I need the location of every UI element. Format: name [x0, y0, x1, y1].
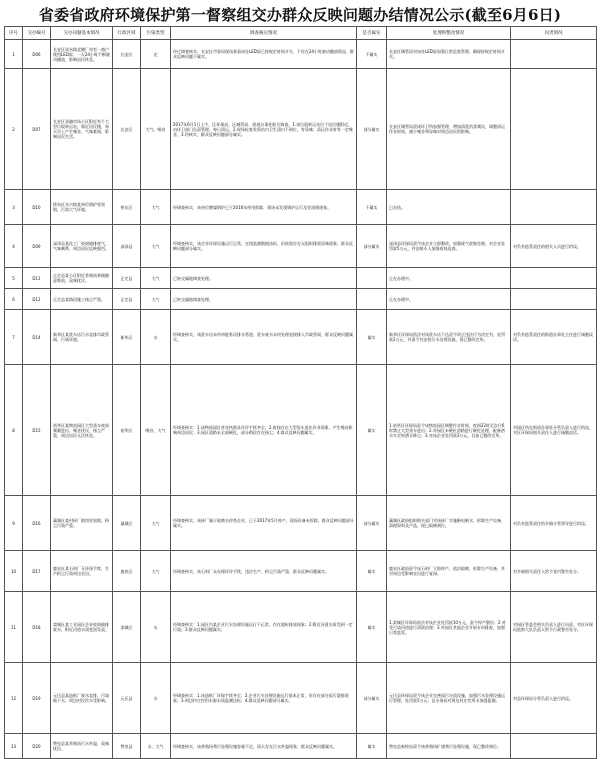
cell-issue: 鹿泉区某石料厂无环保手续，生产粉尘污染周边农田。 — [51, 551, 113, 592]
cell-region: 元氏县 — [113, 663, 141, 734]
cell-issue: 长安区周水路北侧厂房有一商户使用LED屏，一天24小时不断滚动播放，影响居民休息。 — [51, 40, 113, 69]
table-row — [5, 592, 597, 663]
cell-code: D20 — [23, 734, 51, 759]
cell-no: 6 — [5, 289, 23, 310]
cell-fix: 新华区环保局依法对该洗车店下达责令改正违法行为决定书，处罚款2万元，并责令其安装污水处理设施，现已整改完毕。 — [387, 310, 511, 365]
cell-issue: 藁城区某村砖厂烟囱冒黑烟，粉尘污染严重。 — [51, 496, 113, 551]
cell-account — [511, 268, 597, 289]
cell-no: 13 — [5, 734, 23, 759]
cell-code: D12 — [23, 289, 51, 310]
header-region: 行政区域 — [113, 27, 141, 40]
cell-no: 8 — [5, 365, 23, 496]
table-row — [5, 551, 597, 592]
table-row — [5, 663, 597, 734]
cell-region: 鹿泉区 — [113, 551, 141, 592]
table-row — [5, 289, 597, 310]
cell-no: 3 — [5, 190, 23, 225]
table-row — [5, 496, 597, 551]
cell-issue: 桥东区东兴路某单位锅炉冒黑烟，污染大气环境。 — [51, 190, 113, 225]
cell-real: 属实 — [357, 734, 387, 759]
cell-check: 经调查核实，该单位燃煤锅炉已于2016年停用拆除，现场未发现锅炉运行及冒黑烟现象。 — [171, 190, 357, 225]
cell-check: 经过调查核实，长安区市容局现场查看该处LED屏已按规定时间开关，不存在24小时滚动播放情况，群众反映问题不属实。 — [171, 40, 357, 69]
cell-type: 水、大气 — [141, 734, 171, 759]
table-row — [5, 734, 597, 759]
cell-type: 大气 — [141, 289, 171, 310]
header-account: 问责情况 — [511, 27, 597, 40]
cell-check: 经调查核实：1.园区内某企业污水处理设施运行不正常，存在超标排放现象；2.附近河道水质受到一定污染；3.群众反映问题属实。 — [171, 592, 357, 663]
table-row — [5, 190, 597, 225]
header-fix: 处理和整改情况 — [387, 27, 511, 40]
cell-no: 2 — [5, 69, 23, 190]
cell-issue: 深泽县某化工厂夜间偷排废气，气味刺鼻，周边居民反映强烈。 — [51, 225, 113, 268]
cell-check: 已转交属地调查处理。 — [171, 289, 357, 310]
cell-type: 水 — [141, 663, 171, 734]
cell-fix: 深泽县环保局责令该企业立即整改，加强废气收集处理，对企业处罚款5万元，并安排专人加强夜间巡查。 — [387, 225, 511, 268]
cell-issue: 栾城区某工业园区企业夜间偷排废水，附近河道水质变黑发臭。 — [51, 592, 113, 663]
cell-fix: 正在办理中。 — [387, 268, 511, 289]
cell-account: 对负有监管责任的街道办事处主任进行诫勉谈话。 — [511, 310, 597, 365]
cell-region: 长安区 — [113, 40, 141, 69]
cell-type: 大气、噪音 — [141, 69, 171, 190]
cell-region: 栾城区 — [113, 592, 141, 663]
header-code: 交办编号 — [23, 27, 51, 40]
cell-account — [511, 69, 597, 190]
cell-no: 4 — [5, 225, 23, 268]
cell-fix: 长安区城管局对该处LED屏加强日常巡查管理，确保按规定时间开关。 — [387, 40, 511, 69]
cell-fix: 长安区城管局责成环卫所加强管理，增加清洗消杀频次，调整清运作业时间，减少噪音和异味对周边居民的影响。 — [387, 69, 511, 190]
cell-code: D15 — [23, 365, 51, 496]
table-row — [5, 69, 597, 190]
cell-no: 12 — [5, 663, 23, 734]
cell-real: 不属实 — [357, 40, 387, 69]
cell-real — [357, 268, 387, 289]
cell-no: 7 — [5, 310, 23, 365]
cell-account: 对负有监管责任的相关人员进行约谈。 — [511, 225, 597, 268]
cell-type: 大气 — [141, 190, 171, 225]
cell-issue: 正定县某路段施工扬尘严重。 — [51, 289, 113, 310]
cell-no: 5 — [5, 268, 23, 289]
cell-code: D11 — [23, 268, 51, 289]
cell-account: 对乡镇相关责任人给予党内警告处分。 — [511, 551, 597, 592]
cell-code: D16 — [23, 496, 51, 551]
cell-real: 部分属实 — [357, 496, 387, 551]
table-row — [5, 310, 597, 365]
cell-real: 部分属实 — [357, 663, 387, 734]
cell-real: 属实 — [357, 310, 387, 365]
table-row — [5, 268, 597, 289]
cell-issue: 长安区金融市场小区附近有个大型垃圾转运站，靠近居民楼，每天早上产生噪音，气味难闻，影响居民生活。 — [51, 69, 113, 190]
cell-real: 部分属实 — [357, 69, 387, 190]
cell-account: 对园区所在街道办事处分管负责人进行约谈，对区环保局相关责任人进行诫勉谈话。 — [511, 365, 597, 496]
header-issue: 交办问题基本情况 — [51, 27, 113, 40]
cell-fix: 已办结。 — [387, 190, 511, 225]
cell-real: 不属实 — [357, 190, 387, 225]
cell-fix: 鹿泉区政府责令该石料厂立即停产，依法取缔，拆除生产设备，并对周边受影响农田进行复绿。 — [387, 551, 511, 592]
table-row — [5, 365, 597, 496]
cell-fix: 1.裕华区环保局责令该物流园区调整作业时间，夜间22时至次日6时禁止大型货车进出；2.对园区未硬化道路进行硬化处理，配备洒水车定时洒水降尘；3.对该企业处罚款3万元。目前已整改完毕。 — [387, 365, 511, 496]
cell-check: 经调查核实：1.该造纸厂环保手续齐全；2.企业污水处理设施运行基本正常，但存在部分雨污混排现象；3.周边村庄饮用水源水质监测达标；4.群众反映问题部分属实。 — [171, 663, 357, 734]
cell-account — [511, 40, 597, 69]
page-title: 省委省政府环境保护第一督察组交办群众反映问题办结情况公示(截至6月6日) — [38, 6, 562, 24]
cell-check: 已转交属地调查处理。 — [171, 268, 357, 289]
cell-fix: 元氏县环保局责令该企业完善雨污分流设施，加强污水处理设施运行管理，处罚款5万元；县水务局对周边村庄饮用水加强监测。 — [387, 663, 511, 734]
cell-issue: 新华区某洗车店污水直排市政管网，污染环境。 — [51, 310, 113, 365]
cell-region: 正定县 — [113, 289, 141, 310]
header-check: 调查核实情况 — [171, 27, 357, 40]
cell-type: 噪音、大气 — [141, 365, 171, 496]
cell-fix: 正在办理中。 — [387, 289, 511, 310]
cell-fix: 1.栾城区环保局依法对该企业处罚款10万元，责令停产整治；2.对受污染河道进行清淤治理；3.对园区其他企业开展专项排查，加强日常监管。 — [387, 592, 511, 663]
cell-code: D17 — [23, 551, 51, 592]
cell-type: 大气 — [141, 496, 171, 551]
cell-type: 大气 — [141, 551, 171, 592]
cell-code: D06 — [23, 40, 51, 69]
cell-no: 10 — [5, 551, 23, 592]
cell-account: 对园区管委会相关负责人进行问责，对区环保局监察大队负责人给予行政警告处分。 — [511, 592, 597, 663]
cell-real: 属实 — [357, 365, 387, 496]
table-header — [5, 27, 597, 40]
cell-issue: 裕华区某物流园区大型货车夜间频繁进出，噪音扰民，扬尘严重，周边居民无法休息。 — [51, 365, 113, 496]
cell-account: 对负有监管责任的乡镇分管领导进行约谈。 — [511, 496, 597, 551]
table-row — [5, 225, 597, 268]
cell-check: 经调查核实，该洗车店未经审批私设排水管道，洗车废水未经处理直接排入市政管网，群众反映问题属实。 — [171, 310, 357, 365]
cell-code: D10 — [23, 190, 51, 225]
cell-no: 9 — [5, 496, 23, 551]
table-row — [5, 40, 597, 69]
cell-check: 经调查核实，该砖厂属于取缔关停类企业，已于2017年5月停产，现场设备未拆除，群众反映问题部分属实。 — [171, 496, 357, 551]
cell-real: 部分属实 — [357, 225, 387, 268]
header-type: 污染类型 — [141, 27, 171, 40]
cell-issue: 元氏县某造纸厂废水直排，污染地下水，周边村民饮水受影响。 — [51, 663, 113, 734]
cell-region: 长安区 — [113, 69, 141, 190]
table-body — [5, 40, 597, 759]
cell-account — [511, 289, 597, 310]
cell-region: 藁城区 — [113, 496, 141, 551]
cell-type: 大气 — [141, 225, 171, 268]
cell-region: 裕华区 — [113, 365, 141, 496]
cell-account — [511, 734, 597, 759]
report-table — [4, 26, 597, 759]
cell-region: 赞皇县 — [113, 734, 141, 759]
cell-code: D07 — [23, 69, 51, 190]
cell-real: 属实 — [357, 551, 387, 592]
cell-account — [511, 190, 597, 225]
cell-code: D09 — [23, 225, 51, 268]
cell-code: D19 — [23, 663, 51, 734]
cell-code: D14 — [23, 310, 51, 365]
cell-issue: 正定县某小区附近养殖场粪便随意堆放，臭味扰民。 — [51, 268, 113, 289]
cell-check: 经调查核实：1.该物流园区营业执照及环评手续齐全；2.夜间存在大型货车进出作业现象，产生噪音影响周边居民；3.园区道路未全部硬化，部分路段存在扬尘；4.群众反映问题属实。 — [171, 365, 357, 496]
header-real: 是否属实 — [357, 27, 387, 40]
header-no: 序号 — [5, 27, 23, 40]
cell-region: 正定县 — [113, 268, 141, 289]
cell-no: 1 — [5, 40, 23, 69]
cell-region: 新华区 — [113, 310, 141, 365]
cell-code: D18 — [23, 592, 51, 663]
cell-fix: 藁城区政府组织相关部门对该砖厂实施断电断水，拆除生产设备，清理原料及产品，现已取缔到位。 — [387, 496, 511, 551]
cell-no: 11 — [5, 592, 23, 663]
cell-account: 对县环保局分管负责人进行约谈。 — [511, 663, 597, 734]
cell-fix: 赞皇县畜牧局责令该养殖场扩建粪污处理设施，现已整改到位。 — [387, 734, 511, 759]
cell-type: 大气 — [141, 268, 171, 289]
cell-region: 桥东区 — [113, 190, 141, 225]
cell-check: 经调查核实，该石料厂未办理环评手续，违法生产，粉尘污染严重，群众反映问题属实。 — [171, 551, 357, 592]
cell-real — [357, 289, 387, 310]
cell-check: 经调查核实，该企业环保设施运行正常，在线监测数据达标，但夜间存在无组织排放异味现象，群众反映问题部分属实。 — [171, 225, 357, 268]
cell-region: 深泽县 — [113, 225, 141, 268]
cell-check: 2017年6月1日上午，区环保局、区城管局、街道办事处联合调查。1.该垃圾转运站位于居民楼附近，由环卫部门负责管理，每日清运。2.现场检查发现站内卫生清扫不到位，有异味；清运作业时有一定噪音。3.经核实，群众反映问题部分属实。 — [171, 69, 357, 190]
cell-type: 水 — [141, 310, 171, 365]
cell-check: 经调查核实，该养殖场粪污处理设施容量不足，雨天存在污水外溢现象，群众反映问题属实。 — [171, 734, 357, 759]
cell-issue: 赞皇县某养殖场污水外溢，臭味扰民。 — [51, 734, 113, 759]
cell-type: 光 — [141, 40, 171, 69]
cell-type: 水 — [141, 592, 171, 663]
cell-real: 属实 — [357, 592, 387, 663]
